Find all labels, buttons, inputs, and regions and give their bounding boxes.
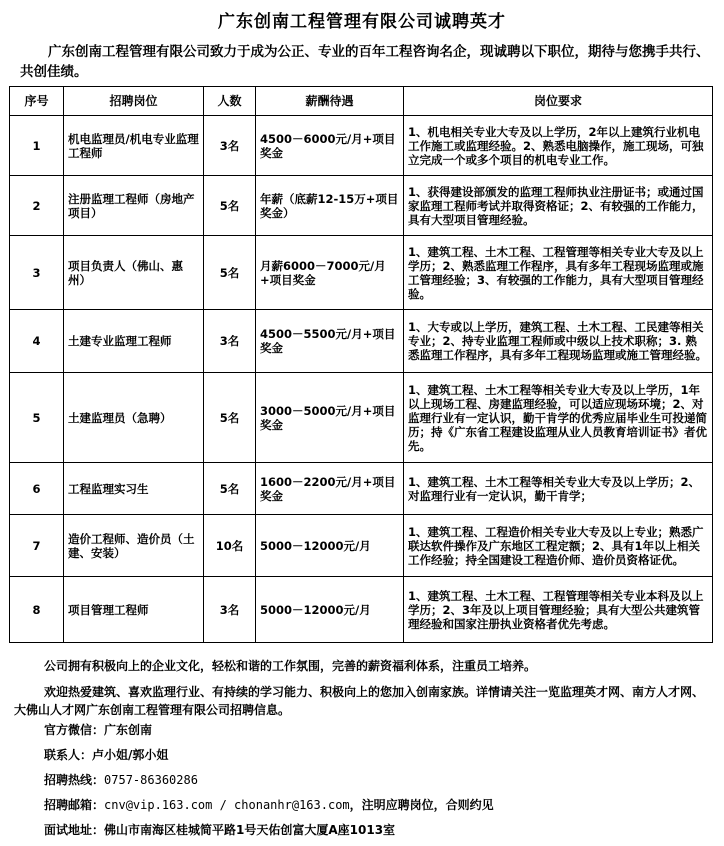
email-label: 招聘邮箱：	[44, 798, 105, 812]
row-count: 3名	[204, 577, 256, 643]
row-requirements: 1、建筑工程、土木工程等相关专业大专及以上学历；2、对监理行业有一定认识，勤干肯学；	[404, 463, 713, 515]
row-salary: 3000－5000元/月+项目奖金	[256, 373, 404, 463]
header-no: 序号	[10, 87, 64, 116]
table-row	[10, 310, 713, 373]
header-count: 人数	[204, 87, 256, 116]
row-no: 7	[10, 515, 64, 577]
row-no: 1	[10, 116, 64, 176]
row-requirements: 1、建筑工程、土木工程、工程管理等相关专业大专及以上学历；2、熟悉监理工作程序，具有多年工程现场监理或施工管理经验；3、有较强的工作能力，具有大型项目管理经验。	[404, 236, 713, 310]
row-salary: 4500－6000元/月+项目奖金	[256, 116, 404, 176]
table-row	[10, 373, 713, 463]
header-salary: 薪酬待遇	[256, 87, 404, 116]
row-no: 8	[10, 577, 64, 643]
row-no: 4	[10, 310, 64, 373]
header-requirements: 岗位要求	[404, 87, 713, 116]
row-salary: 1600－2200元/月+项目奖金	[256, 463, 404, 515]
email-line	[44, 796, 714, 813]
row-salary: 5000－12000元/月	[256, 515, 404, 577]
row-position: 土建监理员（急聘）	[64, 373, 204, 463]
row-count: 10名	[204, 515, 256, 577]
culture-text: 公司拥有积极向上的企业文化，轻松和谐的工作氛围，完善的薪资福利体系，注重员工培养。	[44, 659, 537, 673]
row-position: 土建专业监理工程师	[64, 310, 204, 373]
row-position: 工程监理实习生	[64, 463, 204, 515]
row-count: 5名	[204, 373, 256, 463]
hotline-line	[44, 771, 714, 788]
hotline-label: 招聘热线：	[44, 773, 105, 787]
contact-label: 联系人：	[44, 748, 93, 762]
row-salary: 4500－5500元/月+项目奖金	[256, 310, 404, 373]
row-position: 机电监理员/机电专业监理工程师	[64, 116, 204, 176]
welcome-text: 欢迎热爱建筑、喜欢监理行业、有持续的学习能力、积极向上的您加入创南家族。详情请关注一览监理英才网、南方人才网、大佛山人才网广东创南工程管理有限公司招聘信息。	[14, 685, 705, 717]
row-count: 3名	[204, 310, 256, 373]
table-row	[10, 515, 713, 577]
row-count: 5名	[204, 236, 256, 310]
row-count: 3名	[204, 116, 256, 176]
row-requirements: 1、大专或以上学历，建筑工程、土木工程、工民建等相关专业；2、持专业监理工程师或中级以上技术职称；3. 熟悉监理工作程序，具有多年工程现场监理或施工管理经验。	[404, 310, 713, 373]
jobs-table	[9, 86, 713, 643]
row-requirements: 1、建筑工程、土木工程、工程管理等相关专业本科及以上学历；2、3年及以上项目管理经验；具有大型公共建筑管理经验和国家注册执业资格者优先考虑。	[404, 577, 713, 643]
table-row	[10, 577, 713, 643]
address-line	[44, 821, 714, 838]
address-label: 面试地址：	[44, 823, 105, 837]
wechat-label: 官方微信：	[44, 723, 105, 737]
row-count: 5名	[204, 463, 256, 515]
header-position: 招聘岗位	[64, 87, 204, 116]
email-note: ，注明应聘岗位，合则约见	[349, 798, 494, 812]
row-salary: 5000－12000元/月	[256, 577, 404, 643]
intro-paragraph: 广东创南工程管理有限公司致力于成为公正、专业的百年工程咨询名企，现诚聘以下职位，期待与您携手共行、共创佳绩。	[20, 44, 710, 80]
email-value: cnv@vip.163.com / chonanhr@163.com	[104, 798, 350, 812]
row-no: 5	[10, 373, 64, 463]
row-position: 注册监理工程师（房地产项目）	[64, 176, 204, 236]
table-row	[10, 463, 713, 515]
hotline-value: 0757-86360286	[104, 773, 198, 787]
row-requirements: 1、建筑工程、工程造价相关专业大专及以上专业；熟悉广联达软件操作及广东地区工程定额；2、具有1年以上相关工作经验；持全国建设工程造价师、造价员资格证优。	[404, 515, 713, 577]
wechat-line	[44, 721, 714, 738]
row-salary: 月薪6000－7000元/月+项目奖金	[256, 236, 404, 310]
table-row	[10, 236, 713, 310]
address-value: 佛山市南海区桂城简平路1号天佑创富大厦A座1013室	[104, 823, 396, 837]
row-salary: 年薪（底薪12-15万+项目奖金）	[256, 176, 404, 236]
row-position: 造价工程师、造价员（土建、安装）	[64, 515, 204, 577]
row-requirements: 1、建筑工程、土木工程等相关专业大专及以上学历，1年以上现场工程、房建监理经验，可以适应现场环境；2、对监理行业有一定认识，勤干肯学的优秀应届毕业生可投递简历；持《广东省工程建设监理从业人员教育培训证书》者优先。	[404, 373, 713, 463]
table-row	[10, 116, 713, 176]
row-no: 3	[10, 236, 64, 310]
wechat-value: 广东创南	[104, 723, 153, 737]
page-title: 广东创南工程管理有限公司诚聘英才	[218, 12, 506, 32]
contact-value: 卢小姐/郭小姐	[92, 748, 169, 762]
row-count: 5名	[204, 176, 256, 236]
table-row	[10, 176, 713, 236]
table-header-row	[10, 87, 713, 116]
row-position: 项目负责人（佛山、惠州）	[64, 236, 204, 310]
row-requirements: 1、机电相关专业大专及以上学历，2年以上建筑行业机电工作施工或监理经验。2、熟悉电脑操作，施工现场，可独立完成一个或多个项目的机电专业工作。	[404, 116, 713, 176]
row-no: 6	[10, 463, 64, 515]
row-no: 2	[10, 176, 64, 236]
row-position: 项目管理工程师	[64, 577, 204, 643]
row-requirements: 1、获得建设部颁发的监理工程师执业注册证书；或通过国家监理工程师考试并取得资格证；2、有较强的工作能力，具有大型项目管理经验。	[404, 176, 713, 236]
contact-line	[44, 746, 714, 763]
